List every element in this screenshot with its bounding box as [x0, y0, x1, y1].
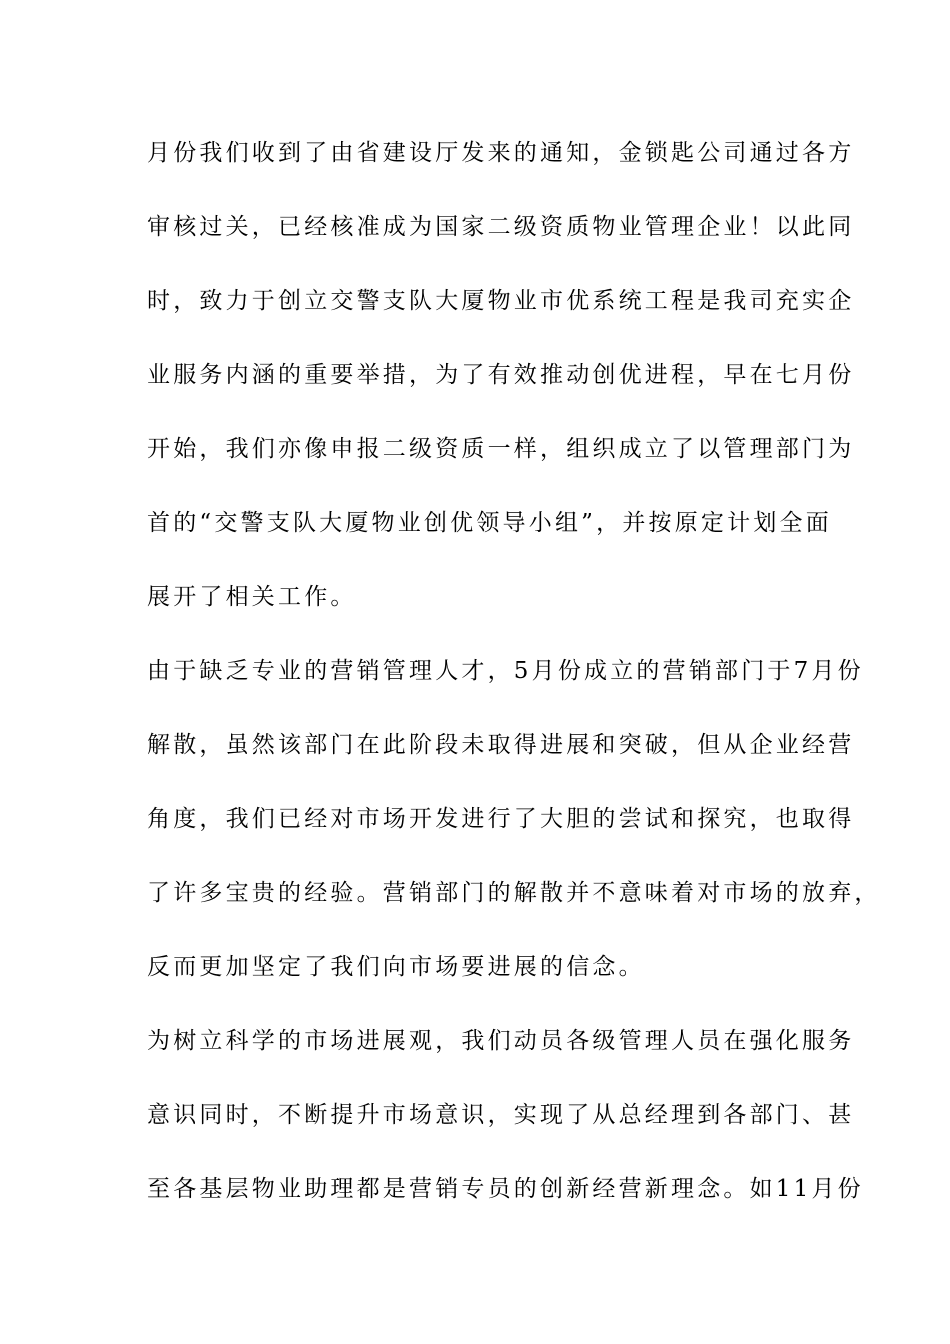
text-line: 月份我们收到了由省建设厅发来的通知，金锁匙公司通过各方	[147, 140, 855, 166]
text-line: 展开了相关工作。	[147, 584, 357, 610]
text-line: 了许多宝贵的经验。营销部门的解散并不意味着对市场的放弃，	[147, 880, 881, 906]
text-line: 开始，我们亦像申报二级资质一样，组织成立了以管理部门为	[147, 436, 855, 462]
text-line: 审核过关，已经核准成为国家二级资质物业管理企业！以此同	[147, 214, 855, 240]
text-line: 至各基层物业助理都是营销专员的创新经营新理念。如11月份	[147, 1176, 864, 1202]
text-line: 业服务内涵的重要举措，为了有效推动创优进程，早在七月份	[147, 362, 855, 388]
text-line: 首的“交警支队大厦物业创优领导小组”，并按原定计划全面	[147, 510, 832, 536]
text-line: 时，致力于创立交警支队大厦物业市优系统工程是我司充实企	[147, 288, 855, 314]
text-line: 由于缺乏专业的营销管理人才，5月份成立的营销部门于7月份	[147, 658, 864, 684]
document-body	[147, 128, 881, 1238]
text-line: 角度，我们已经对市场开发进行了大胆的尝试和探究，也取得	[147, 806, 855, 832]
text-line: 意识同时，不断提升市场意识，实现了从总经理到各部门、甚	[147, 1102, 855, 1128]
text-line: 反而更加坚定了我们向市场要进展的信念。	[147, 954, 645, 980]
text-line: 解散，虽然该部门在此阶段未取得进展和突破，但从企业经营	[147, 732, 855, 758]
text-line: 为树立科学的市场进展观，我们动员各级管理人员在强化服务	[147, 1028, 855, 1054]
